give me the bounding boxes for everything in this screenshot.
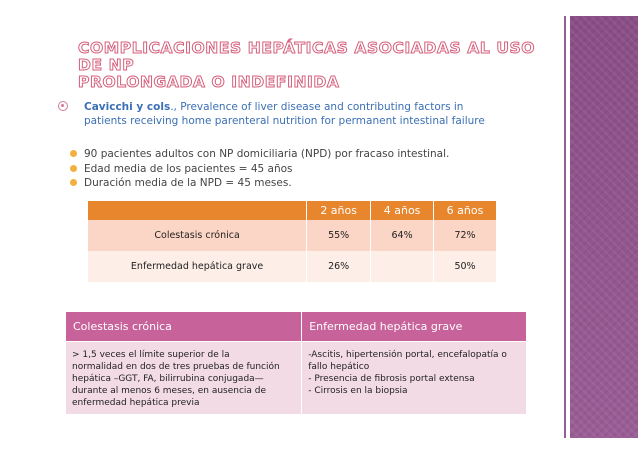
definition-line: -Ascitis, hipertensión portal, encefalopatía o [308, 349, 507, 360]
table-cell: 64% [371, 220, 434, 251]
table-cell: 72% [434, 220, 497, 251]
table-row [66, 341, 527, 414]
definition-line: hepática –GGT, FA, bilirrubina conjugada— [72, 373, 264, 384]
definition-line: > 1,5 veces el límite superior de la [72, 349, 230, 360]
definition-line: - Presencia de fibrosis portal extensa [308, 373, 475, 384]
definition-line: durante al menos 6 meses, en ausencia de [72, 385, 267, 396]
table-cell: Enfermedad hepática grave [88, 251, 307, 282]
definition-line: enfermedad hepática previa [72, 397, 200, 408]
citation-line-2: patients receiving home parenteral nutrition for permanent intestinal failure [84, 115, 485, 127]
table-header-cell: 4 años [371, 201, 434, 220]
table-cell: 55% [307, 220, 371, 251]
table-header-cell: Colestasis crónica [66, 312, 302, 341]
title-line-2: PROLONGADA O INDEFINIDA [78, 73, 340, 91]
sub-bullet-text: 90 pacientes adultos con NP domiciliaria (NPD) por fracaso intestinal. [84, 148, 450, 160]
table-row [88, 251, 497, 282]
table-cell [66, 341, 302, 414]
table-cell [371, 251, 434, 282]
table-cell: Colestasis crónica [88, 220, 307, 251]
table-header-cell [88, 201, 307, 220]
decorative-divider [564, 16, 566, 438]
table-header-cell: Enfermedad hepática grave [302, 312, 527, 341]
sub-bullet-text: Edad media de los pacientes = 45 años [84, 162, 293, 175]
table-header-row [88, 201, 497, 220]
author-name: Cavicchi y cols [84, 101, 171, 113]
dot-bullet-icon [70, 165, 77, 172]
definition-line: - Cirrosis en la biopsia [308, 385, 408, 396]
sub-bullet-text: Duración media de la NPD = 45 meses. [84, 177, 292, 189]
definition-line: normalidad en dos de tres pruebas de función [72, 361, 280, 372]
table-header-row [66, 312, 527, 341]
sub-bullet [70, 162, 530, 177]
citation-line-1: ., Prevalence of liver disease and contributing factors in [170, 101, 464, 113]
table-cell [302, 341, 527, 414]
sub-bullet [70, 176, 530, 191]
dot-bullet-icon [70, 179, 77, 186]
main-bullet-text [84, 100, 558, 128]
sub-bullet-list [70, 147, 530, 191]
table-cell: 50% [434, 251, 497, 282]
table-header-cell: 2 años [307, 201, 371, 220]
prevalence-table [88, 201, 497, 282]
dot-bullet-icon [70, 150, 77, 157]
title-line-1: COMPLICACIONES HEPÁTICAS ASOCIADAS AL USO DE NP [78, 39, 536, 74]
circle-bullet-icon [58, 101, 68, 111]
decorative-side-panel [570, 16, 638, 438]
slide-title [78, 40, 548, 91]
definition-line: fallo hepático [308, 361, 370, 372]
definitions-table [66, 312, 527, 414]
table-row [88, 220, 497, 251]
sub-bullet [70, 147, 530, 162]
table-cell: 26% [307, 251, 371, 282]
table-header-cell: 6 años [434, 201, 497, 220]
main-bullet [58, 100, 558, 128]
